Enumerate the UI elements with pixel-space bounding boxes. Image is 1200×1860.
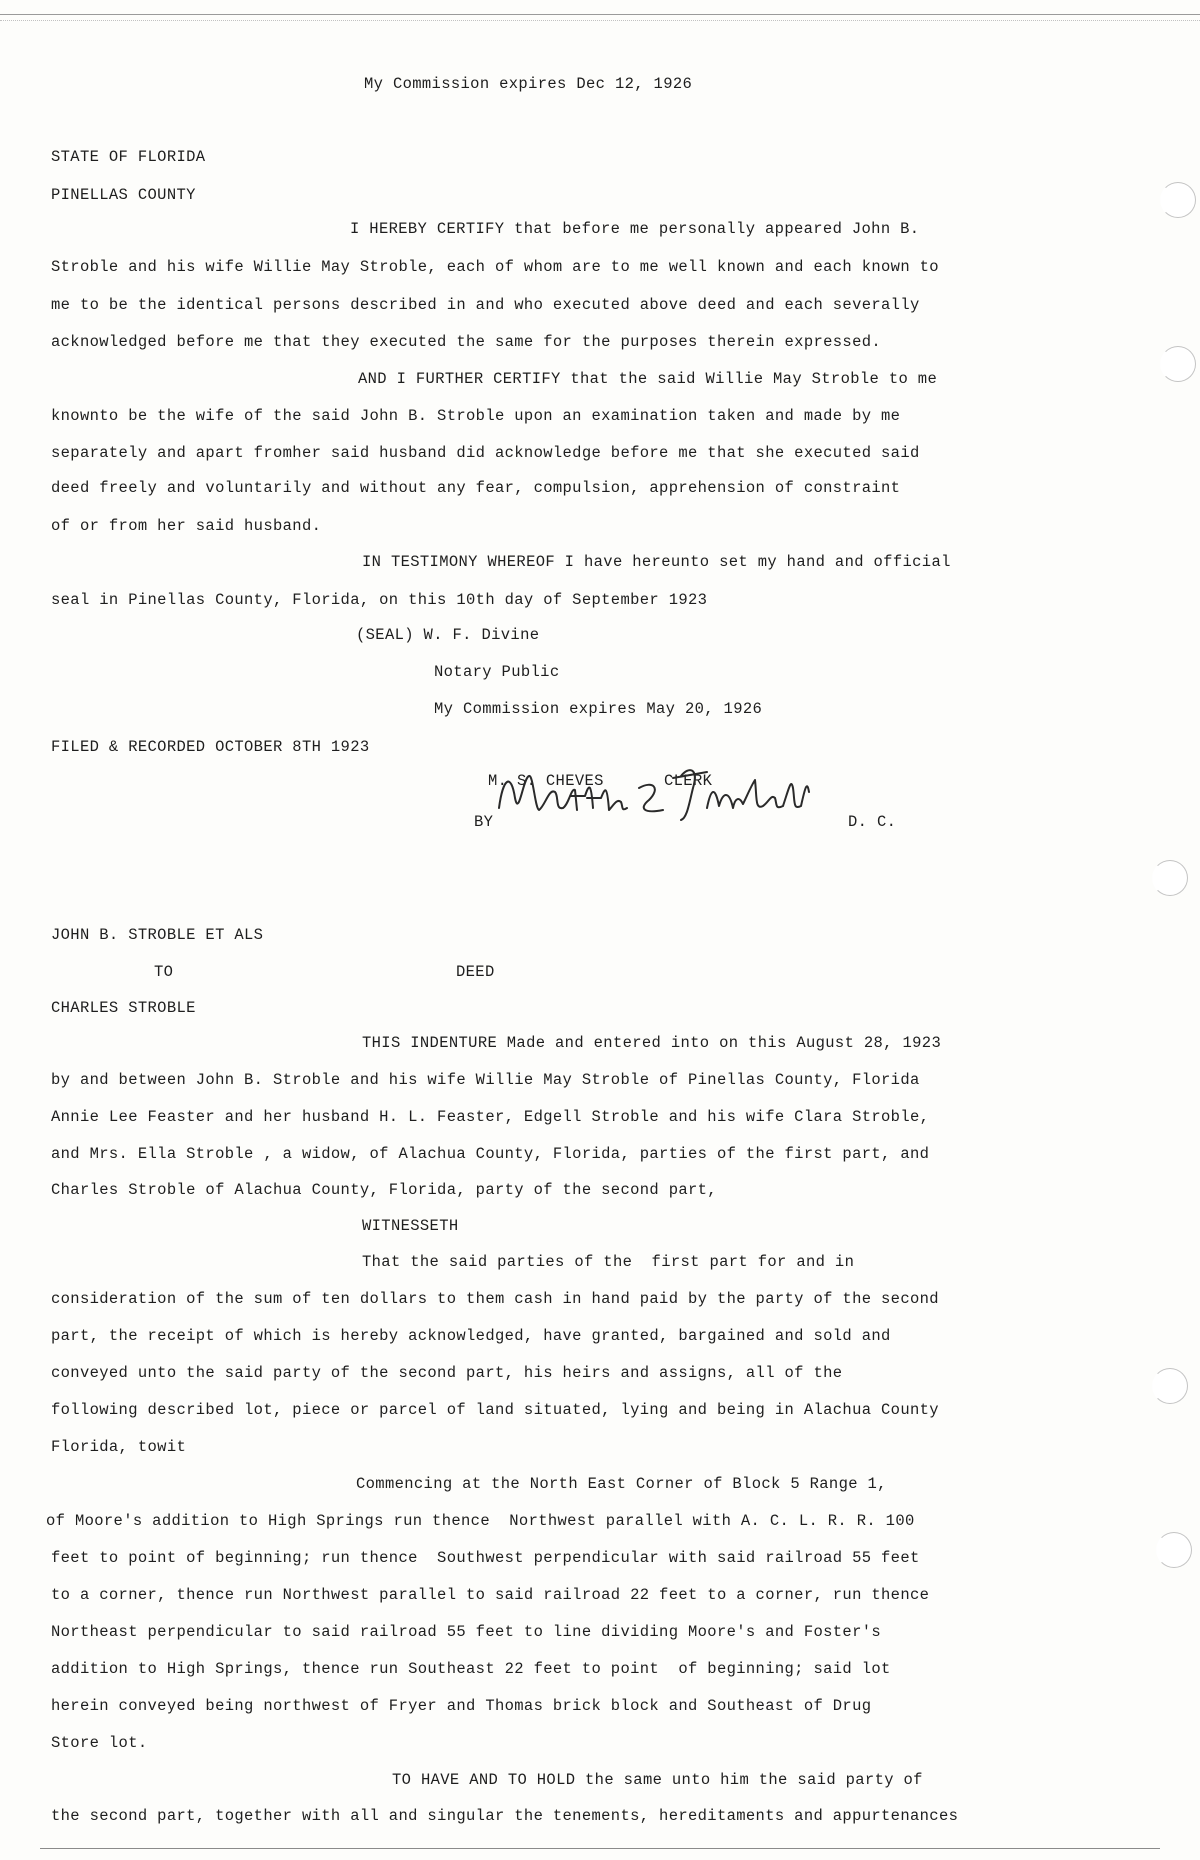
deed-to: TO xyxy=(154,963,174,981)
habendum-line-2: the second part, together with all and singular the tenements, hereditaments and appurtenances xyxy=(51,1807,959,1825)
certify-line-2: Stroble and his wife Willie May Stroble, each of whom are to me well known and each known to xyxy=(51,258,939,276)
scan-edge-top xyxy=(0,14,1200,15)
clerk-signature xyxy=(493,758,813,830)
notary-title-line: Notary Public xyxy=(434,663,560,681)
description-line-7: herein conveyed being northwest of Fryer and Thomas brick block and Southeast of Drug xyxy=(51,1697,872,1715)
clerk-dc: D. C. xyxy=(848,813,897,831)
description-line-6: addition to High Springs, thence run Southeast 22 feet to point of beginning; said lot xyxy=(51,1660,891,1678)
clerk-by: BY xyxy=(474,813,494,831)
testimony-line-1: IN TESTIMONY WHEREOF I have hereunto set my hand and official xyxy=(362,553,951,571)
commission-top-line: My Commission expires Dec 12, 1926 xyxy=(364,75,693,93)
witnesseth-heading: WITNESSETH xyxy=(362,1217,459,1235)
deed-type: DEED xyxy=(456,963,495,981)
description-line-2: of Moore's addition to High Springs run thence Northwest parallel with A. C. L. R. R. 100 xyxy=(46,1512,915,1530)
indenture-line-2: by and between John B. Stroble and his wife Willie May Stroble of Pinellas County, Florida xyxy=(51,1071,920,1089)
certify-line-4: acknowledged before me that they executed the same for the purposes therein expressed. xyxy=(51,333,882,351)
punch-hole-1 xyxy=(1160,182,1196,218)
scan-edge-bottom xyxy=(40,1848,1160,1849)
consideration-line-6: Florida, towit xyxy=(51,1438,187,1456)
scan-edge-top-dotted xyxy=(0,20,1200,21)
further-line-2: knownto be the wife of the said John B. Stroble upon an examination taken and made by me xyxy=(51,407,901,425)
description-line-5: Northeast perpendicular to said railroad 55 feet to line dividing Moore's and Foster's xyxy=(51,1623,882,1641)
punch-hole-3 xyxy=(1152,860,1188,896)
county-line: PINELLAS COUNTY xyxy=(51,186,196,204)
clerk-title: CLERK xyxy=(664,772,713,790)
clerk-name: M. S. CHEVES xyxy=(488,772,604,790)
description-line-3: feet to point of beginning; run thence Southwest perpendicular with said railroad 55 feet xyxy=(51,1549,920,1567)
indenture-line-5: Charles Stroble of Alachua County, Florida, party of the second part, xyxy=(51,1181,717,1199)
description-line-1: Commencing at the North East Corner of Block 5 Range 1, xyxy=(356,1475,887,1493)
further-line-3: separately and apart fromher said husband did acknowledge before me that she executed said xyxy=(51,444,920,462)
indenture-line-4: and Mrs. Ella Stroble , a widow, of Alachua County, Florida, parties of the first part, and xyxy=(51,1145,930,1163)
indenture-line-3: Annie Lee Feaster and her husband H. L. Feaster, Edgell Stroble and his wife Clara Stroble, xyxy=(51,1108,930,1126)
further-line-1: AND I FURTHER CERTIFY that the said Willie May Stroble to me xyxy=(358,370,938,388)
punch-hole-2 xyxy=(1160,346,1196,382)
consideration-line-1: That the said parties of the first part for and in xyxy=(362,1253,855,1271)
deed-grantee: CHARLES STROBLE xyxy=(51,999,196,1017)
description-line-8: Store lot. xyxy=(51,1734,148,1752)
state-line: STATE OF FLORIDA xyxy=(51,148,206,166)
testimony-line-2: seal in Pinellas County, Florida, on this 10th day of September 1923 xyxy=(51,591,708,609)
consideration-line-3: part, the receipt of which is hereby acknowledged, have granted, bargained and sold and xyxy=(51,1327,891,1345)
consideration-line-4: conveyed unto the said party of the second part, his heirs and assigns, all of the xyxy=(51,1364,843,1382)
indenture-line-1: THIS INDENTURE Made and entered into on this August 28, 1923 xyxy=(362,1034,942,1052)
habendum-line-1: TO HAVE AND TO HOLD the same unto him the said party of xyxy=(392,1771,923,1789)
filed-recorded-line: FILED & RECORDED OCTOBER 8TH 1923 xyxy=(51,738,370,756)
consideration-line-2: consideration of the sum of ten dollars to them cash in hand paid by the party of the second xyxy=(51,1290,939,1308)
notary-commission-line: My Commission expires May 20, 1926 xyxy=(434,700,763,718)
certify-line-3: me to be the identical persons described in and who executed above deed and each severally xyxy=(51,296,920,314)
punch-hole-4 xyxy=(1152,1368,1188,1404)
notary-seal-line: (SEAL) W. F. Divine xyxy=(356,626,540,644)
certify-line-1: I HEREBY CERTIFY that before me personally appeared John B. xyxy=(350,220,920,238)
description-line-4: to a corner, thence run Northwest parallel to said railroad 22 feet to a corner, run thence xyxy=(51,1586,930,1604)
consideration-line-5: following described lot, piece or parcel of land situated, lying and being in Alachua County xyxy=(51,1401,939,1419)
punch-hole-5 xyxy=(1156,1532,1192,1568)
further-line-5: of or from her said husband. xyxy=(51,517,322,535)
deed-grantor: JOHN B. STROBLE ET ALS xyxy=(51,926,264,944)
further-line-4: deed freely and voluntarily and without any fear, compulsion, apprehension of constraint xyxy=(51,479,901,497)
